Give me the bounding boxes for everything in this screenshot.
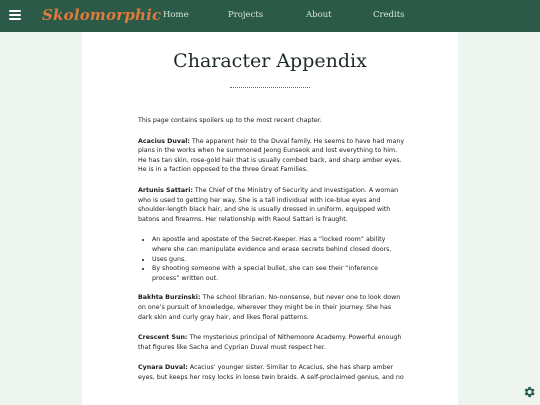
character-entry [138, 186, 406, 224]
nav-link-projects[interactable]: Projects [228, 10, 264, 20]
hamburger-bar [9, 18, 21, 20]
character-description: The Chief of the Ministry of Security and Investigation. A woman who is used to getting her way. She is a tall individual with ice-blue eyes and shoulder-length black hair, and she is usually dressed in uniform, equipped with batons and firearms. Her relationship with Raoul Sattari is fraught. [138, 186, 399, 223]
title-divider [230, 87, 310, 88]
ability-item: • By shooting someone with a special bullet, she can see their “inference process” written out. [152, 264, 406, 283]
ability-item: • An apostle and apostate of the Secret-Keeper. Has a “locked room” ability where she can manipulate evidence and erase secrets behind closed doors. [152, 235, 406, 254]
page-content [138, 116, 406, 393]
character-entry [138, 333, 406, 352]
character-entry [138, 293, 406, 322]
nav-link-credits[interactable]: Credits [373, 10, 405, 20]
nav-link-home[interactable]: Home [163, 10, 189, 20]
character-name: Acacius Duval: [138, 137, 190, 145]
character-name: Crescent Sun: [138, 334, 188, 342]
spoiler-notice: This page contains spoilers up to the most recent chapter. [138, 117, 322, 124]
site-logo[interactable]: Skolomorphic [42, 6, 162, 24]
character-description: Acacius’ younger sister. Similar to Acacius, she has sharp amber eyes, but keeps her rosy locks in loose twin braids. A self-proclaimed genius, and no [138, 364, 404, 381]
character-name: Artunis Sattari: [138, 186, 193, 194]
hamburger-bar [9, 14, 21, 16]
character-entry [138, 363, 406, 382]
page-title: Character Appendix [173, 50, 367, 72]
ability-list [138, 235, 406, 283]
character-entry [138, 137, 406, 175]
ability-item: • Uses guns. [152, 255, 406, 265]
character-description: The mysterious principal of Nithemoore Academy. Powerful enough that figures like Sacha and Cyprian Duval must respect her. [138, 334, 402, 351]
character-name: Bakhta Burzinski: [138, 294, 201, 302]
top-navbar [0, 0, 540, 32]
character-name: Cynara Duval: [138, 364, 188, 372]
nav-link-about[interactable]: About [306, 10, 332, 20]
hamburger-bar [9, 10, 21, 12]
hamburger-menu-icon[interactable] [9, 10, 21, 20]
character-description: The school librarian. No-nonsense, but never one to look down on one’s pursuit of knowledge, wherever they might be in their journey. She has dark skin and curly gray hair, and likes floral patterns. [138, 294, 401, 321]
character-description: The apparent heir to the Duval family. He seems to have had many plans in the works when he summoned Jeong Eunseok and lost everything to him. He has tan skin, rose-gold hair that is usually combed back, and sharp amber eyes. He is in a faction opposed to the three Great Families. [138, 137, 405, 174]
content-page [82, 32, 458, 405]
gear-icon[interactable] [522, 385, 536, 399]
